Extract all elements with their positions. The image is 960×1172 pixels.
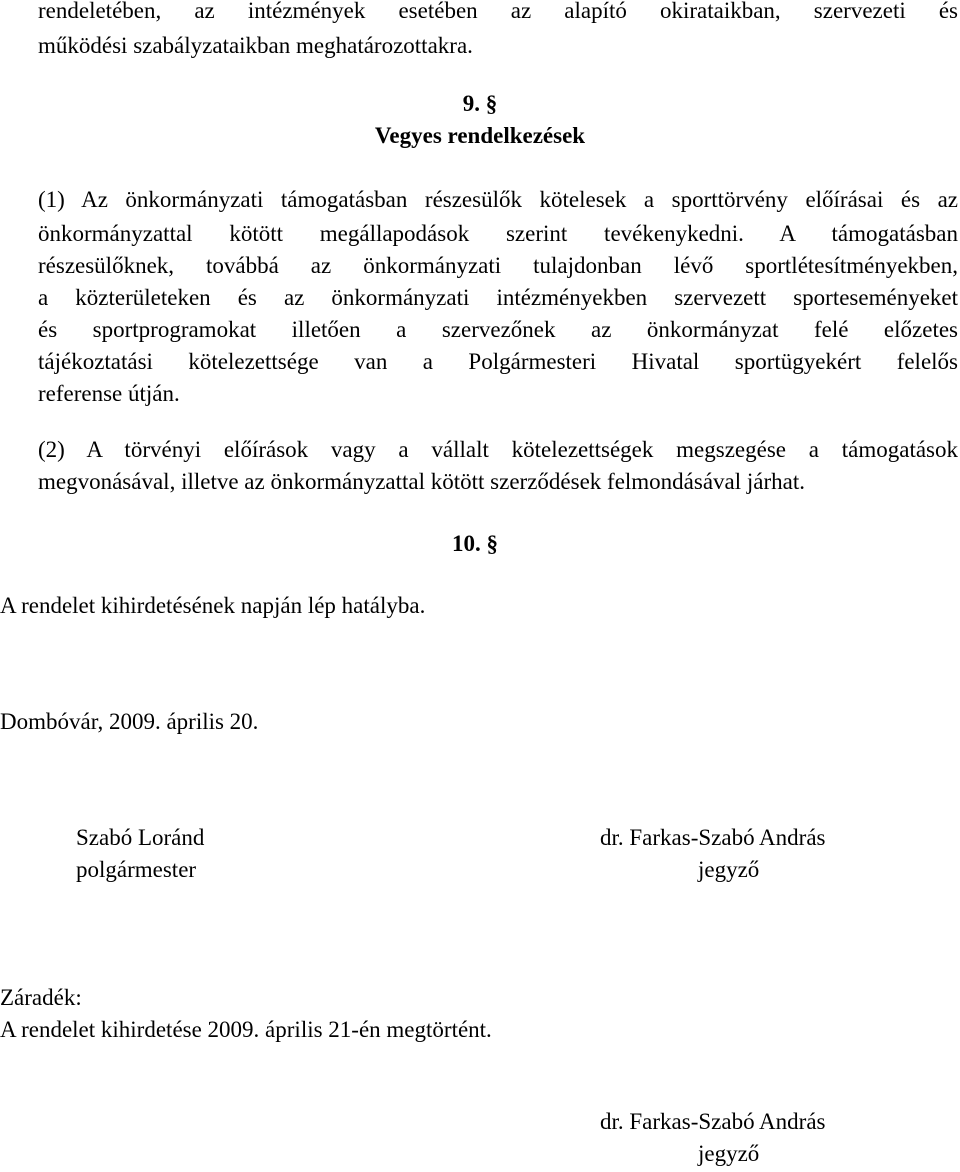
section-9-title: Vegyes rendelkezések — [374, 123, 586, 148]
para1-line-7: referense útján. — [38, 381, 180, 406]
para1-line-6: tájékoztatási kötelezettsége van a Polgármesteri Hivatal sportügyekért felelős — [38, 349, 958, 374]
para1-line-2: önkormányzattal kötött megállapodások szerint tevékenykedni. A támogatásban — [38, 221, 958, 246]
intro-line-1: rendeletében, az intézmények esetében az alapító okirataikban, szervezeti és — [38, 0, 958, 23]
para2-line-1: (2) A törvényi előírások vagy a vállalt kötelezettségek megszegése a támogatások — [38, 437, 958, 462]
clause-signature-name: dr. Farkas-Szabó András — [600, 1109, 826, 1134]
para2-line-2: megvonásával, illetve az önkormányzattal kötött szerződések felmondásával járhat. — [38, 469, 806, 494]
clause-signature-title: jegyző — [698, 1141, 760, 1166]
signature-right-title: jegyző — [698, 857, 760, 882]
para1-line-3: részesülőknek, továbbá az önkormányzati tulajdonban lévő sportlétesítményekben, — [38, 253, 958, 278]
place-date: Dombóvár, 2009. április 20. — [0, 709, 259, 734]
para1-line-1: (1) Az önkormányzati támogatásban részesülők kötelesek a sporttörvény előírásai és az — [38, 187, 958, 212]
intro-line-2: működési szabályzataikban meghatározottakra. — [38, 33, 473, 58]
para1-line-5: és sportprogramokat illetően a szervezőnek az önkormányzat felé előzetes — [38, 317, 958, 342]
para1-line-4: a közterületeken és az önkormányzati intézményekben szervezett sporteseményeket — [38, 285, 958, 310]
section-9-number: 9. § — [462, 91, 498, 116]
clause-label: Záradék: — [0, 985, 82, 1010]
clause-text: A rendelet kihirdetése 2009. április 21-én megtörtént. — [0, 1017, 492, 1042]
signature-left-title: polgármester — [76, 857, 197, 882]
section-10-text: A rendelet kihirdetésének napján lép hatályba. — [0, 593, 426, 618]
signature-left-name: Szabó Loránd — [76, 825, 205, 850]
section-10-number: 10. § — [452, 531, 498, 556]
signature-right-name: dr. Farkas-Szabó András — [600, 825, 826, 850]
